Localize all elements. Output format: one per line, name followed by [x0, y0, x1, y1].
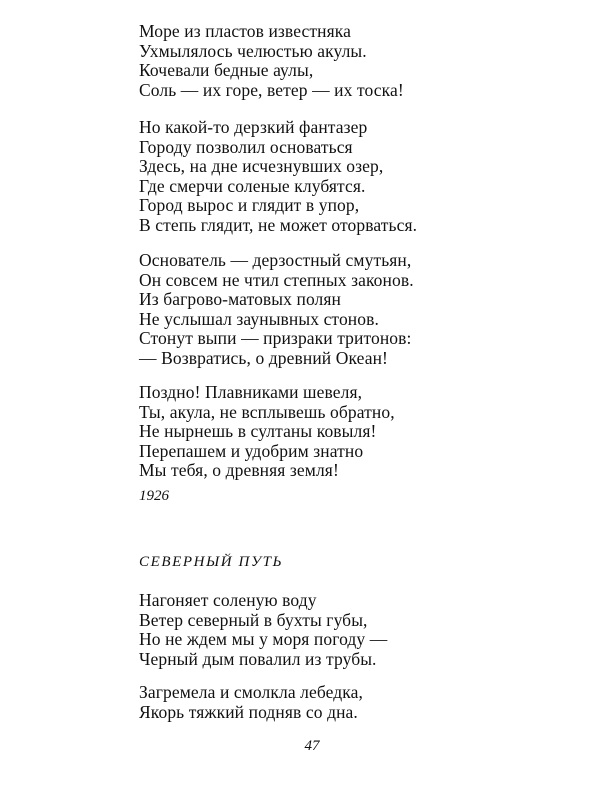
poem-line: Ветер северный в бухты губы, [139, 609, 368, 630]
poem-line: Загремела и смолкла лебедка, [139, 682, 363, 702]
poem1-stanza-4 [139, 383, 579, 481]
poem-line: Ты, акула, не всплывешь обратно, [139, 401, 395, 422]
poem1-stanza-2 [139, 118, 579, 235]
poem1-stanza-1 [139, 22, 579, 100]
poem-line: Не услышал заунывных стонов. [139, 308, 379, 329]
poem-line: Городу позволил основаться [139, 136, 353, 157]
poem-line: Здесь, на дне исчезнувших озер, [139, 156, 384, 176]
poem-line: Нагоняет соленую воду [139, 590, 317, 610]
poem-title: СЕВЕРНЫЙ ПУТЬ [139, 554, 284, 570]
poem2-stanza-1 [139, 591, 579, 669]
poem-line: Где смерчи соленые клубятся. [139, 175, 366, 196]
poem-line: Перепашем и удобрим знатно [139, 440, 364, 461]
poem2-stanza-2 [139, 683, 579, 722]
poem-line: Но какой-то дерзкий фантазер [139, 117, 368, 137]
poem-line: Не нырнешь в султаны ковыля! [139, 421, 377, 441]
poem-line: Мы тебя, о древняя земля! [139, 460, 339, 480]
poem-line: Кочевали бедные аулы, [139, 60, 314, 80]
poem-date: 1926 [139, 488, 169, 504]
poem-line: Основатель — дерзостный смутьян, [139, 250, 412, 270]
page-number: 47 [304, 738, 320, 754]
poem-line: Стонут выпи — призраки тритонов: [139, 328, 412, 348]
poem-line: Ухмылялось челюстью акулы. [139, 40, 367, 61]
poem-line: Но не ждем мы у моря погоду — [139, 629, 388, 649]
poem1-stanza-3 [139, 251, 579, 368]
poem-line: Черный дым повалил из трубы. [139, 648, 377, 669]
poem-line: Соль — их горе, ветер — их тоска! [139, 79, 404, 100]
poem-line: Поздно! Плавниками шевеля, [139, 382, 363, 402]
poem-line: Якорь тяжкий подняв со дна. [139, 701, 358, 722]
poem-line: Он совсем не чтил степных законов. [139, 269, 414, 290]
poem-line: Город вырос и глядит в упор, [139, 195, 360, 215]
poem-line: В степь глядит, не может оторваться. [139, 214, 418, 235]
poem-line: Из багрово-матовых полян [139, 289, 342, 309]
poem-line: — Возвратись, о древний Океан! [139, 347, 388, 368]
poem-line: Море из пластов известняка [139, 21, 351, 41]
